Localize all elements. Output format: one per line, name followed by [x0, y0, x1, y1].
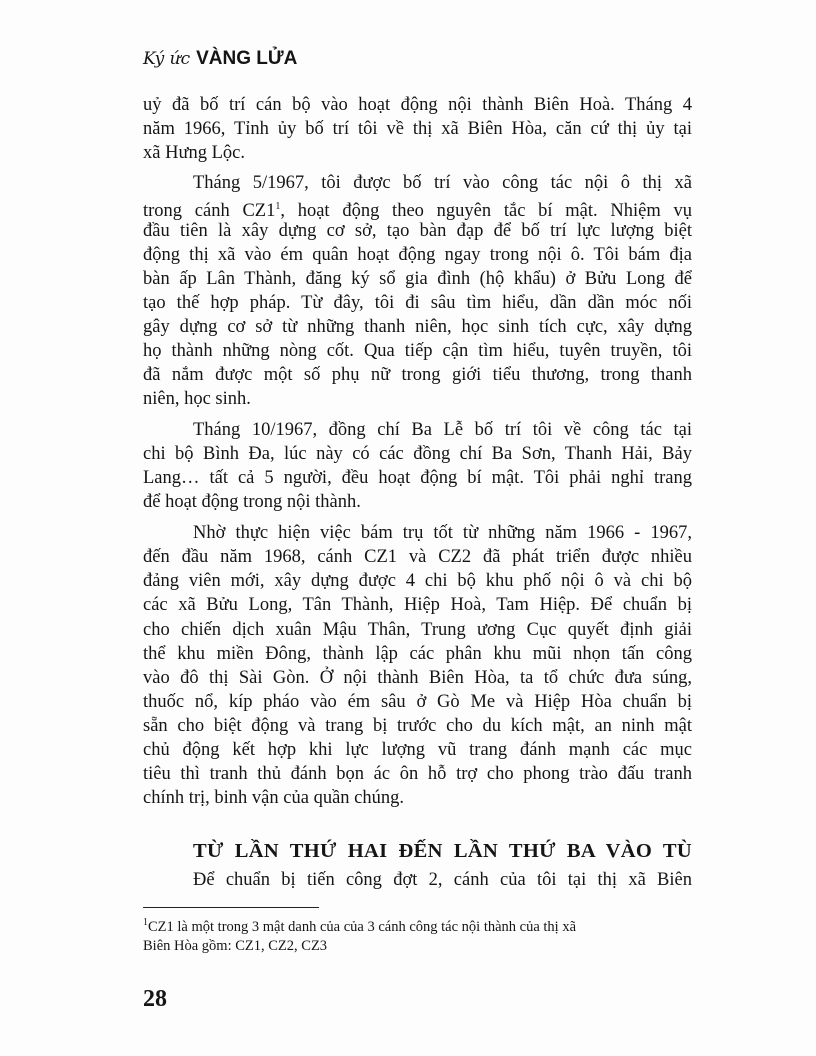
text-line: tiêu thì tranh thủ đánh bọn ác ôn hỗ trợ cho phong trào đấu tranh [143, 764, 692, 784]
text-line: sẵn cho biệt động và trang bị trước cho du kích mật, an ninh mật [143, 716, 692, 736]
footnote-line [143, 914, 692, 936]
text-line: chủ động kết hợp khi lực lượng vũ trang đánh mạnh các mục [143, 740, 692, 760]
text-line: Để chuẩn bị tiến công đợt 2, cánh của tôi tại thị xã Biên [193, 870, 692, 890]
footnote-divider [143, 907, 319, 908]
text-line: Tháng 5/1967, tôi được bố trí vào công tác nội ô thị xã [193, 173, 692, 193]
text-line: Tháng 10/1967, đồng chí Ba Lễ bố trí tôi về công tác tại [193, 420, 692, 440]
header-title: VÀNG LỬA [196, 48, 298, 69]
text-line: đảng viên mới, xây dựng được 4 chi bộ khu phố nội ô và chi bộ [143, 571, 692, 591]
text-line: bàn ấp Lân Thành, đăng ký sổ gia đình (hộ khẩu) ở Bửu Long để [143, 269, 692, 289]
text-line: cho chiến dịch xuân Mậu Thân, Trung ương Cục quyết định giải [143, 620, 692, 640]
text-line: uỷ đã bố trí cán bộ vào hoạt động nội thành Biên Hoà. Tháng 4 [143, 95, 692, 115]
text-line: các xã Bửu Long, Tân Thành, Hiệp Hoà, Tam Hiệp. Để chuẩn bị [143, 595, 692, 615]
text-line: tạo thế hợp pháp. Từ đây, tôi đi sâu tìm hiểu, dần dần móc nối [143, 293, 692, 313]
text-line: để hoạt động trong nội thành. [143, 492, 361, 512]
text-line: vào đô thị Sài Gòn. Ở nội thành Biên Hòa, ta tổ chức đưa súng, [143, 668, 692, 688]
text-line: đã nắm được một số phụ nữ trong giới tiểu thương, trong thanh [143, 365, 692, 385]
footnote-reference[interactable]: 1 [275, 201, 281, 212]
text-line: chính trị, binh vận của quần chúng. [143, 788, 404, 808]
footnote-text: CZ1 là một trong 3 mật danh của của 3 cánh công tác nội thành của thị xã [148, 918, 577, 935]
text-line: gây dựng cơ sở từ những thanh niên, học sinh tích cực, xây dựng [143, 317, 692, 337]
text-line: niên, học sinh. [143, 389, 251, 409]
text-line: xã Hưng Lộc. [143, 143, 245, 163]
text-line: đến đầu năm 1968, cánh CZ1 và CZ2 đã phát triển được nhiều [143, 547, 692, 567]
text-line: đầu tiên là xây dựng cơ sở, tạo bàn đạp để bố trí lực lượng biệt [143, 221, 692, 241]
text-fragment: trong cánh CZ1 [143, 201, 276, 222]
text-line: thể khu miền Đông, thành lập các phân khu mũi nhọn tấn công [143, 644, 692, 664]
section-heading: TỪ LẦN THỨ HAI ĐẾN LẦN THỨ BA VÀO TÙ [193, 840, 692, 862]
text-line: động thị xã vào ém quân hoạt động ngay trong nội ô. Tôi bám địa [143, 245, 692, 265]
text-line: Nhờ thực hiện việc bám trụ tốt từ những năm 1966 - 1967, [193, 523, 692, 543]
header-series: Ký ức [143, 49, 191, 69]
text-line: họ thành những nòng cốt. Qua tiếp cận tìm hiểu, tuyên truyền, tôi [143, 341, 692, 361]
page-number: 28 [143, 986, 167, 1012]
text-fragment: , hoạt động theo nguyên tắc bí mật. Nhiệm vụ [280, 201, 692, 222]
running-header [143, 48, 297, 70]
text-line: Lang… tất cả 5 người, đều hoạt động bí mật. Tôi phải nghỉ trang [143, 468, 692, 488]
text-line: năm 1966, Tỉnh ủy bố trí tôi về thị xã Biên Hòa, căn cứ thị ủy tại [143, 119, 692, 139]
text-line: chi bộ Bình Đa, lúc này có các đồng chí Ba Sơn, Thanh Hải, Bảy [143, 444, 692, 464]
text-line [143, 196, 692, 222]
footnote-mark: 1 [143, 917, 148, 928]
footnote-line: Biên Hòa gồm: CZ1, CZ2, CZ3 [143, 938, 328, 954]
text-line: thuốc nổ, kíp pháo vào ém sâu ở Gò Me và Hiệp Hòa chuẩn bị [143, 692, 692, 712]
